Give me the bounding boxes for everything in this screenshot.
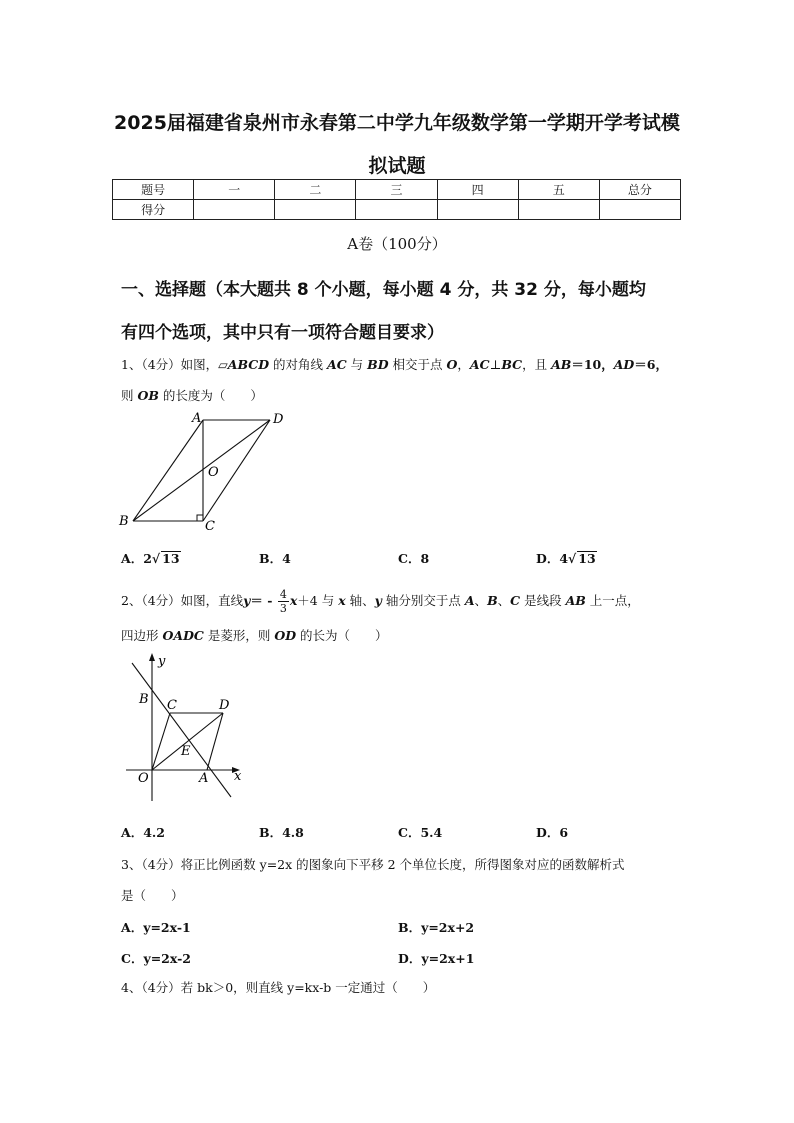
- score-table-score-row: [113, 200, 681, 220]
- score-cell: [275, 200, 356, 220]
- score-cell: [194, 200, 275, 220]
- question-2-text-continued: 四边形 OADC 是菱形，则 OD 的长为（ ）: [121, 628, 388, 643]
- rhombus-figure: [124, 651, 254, 803]
- right-angle-mark: [197, 515, 203, 521]
- diagonal-bd: [133, 420, 270, 521]
- question-3-text: 3、（4分）将正比例函数 y=2x 的图象向下平移 2 个单位长度，所得图象对应的函数解析式: [121, 857, 625, 872]
- label-c: C: [167, 698, 177, 713]
- score-header-cell: 二: [275, 180, 356, 200]
- label-y: y: [158, 654, 166, 669]
- question-3-text-continued: 是（ ）: [121, 888, 184, 903]
- score-cell: [356, 200, 437, 220]
- score-cell: [599, 200, 680, 220]
- q2-option-d[interactable]: D．6: [536, 825, 569, 840]
- q2-option-c[interactable]: C．5.4: [398, 825, 443, 840]
- label-x: x: [234, 769, 242, 784]
- q1-option-a[interactable]: A．2√ 13: [121, 551, 180, 566]
- label-b: B: [119, 514, 129, 529]
- score-header-cell: 三: [356, 180, 437, 200]
- score-cell: [437, 200, 518, 220]
- question-2-text: 2、（4分）如图，直线y＝ - $\frac{4}{3}$ x＋4 与 x 轴、y 轴分别交于点 A、B、C 是线段 AB 上一点，: [121, 588, 640, 615]
- score-table-header-row: [113, 180, 681, 200]
- sqrt-icon: √: [568, 551, 577, 566]
- label-o: O: [208, 465, 219, 480]
- label-c: C: [205, 519, 215, 534]
- question-4-text: 4、（4分）若 bk＞0，则直线 y=kx-b 一定通过（ ）: [121, 980, 436, 995]
- score-header-cell: 总分: [599, 180, 680, 200]
- q3-option-d[interactable]: D．y=2x+1: [398, 951, 475, 966]
- label-o: O: [138, 771, 149, 786]
- label-d: D: [219, 698, 230, 713]
- q1-option-d[interactable]: D．4√ 13: [536, 551, 596, 566]
- parallelogram-figure: [112, 408, 292, 534]
- question-1-text-continued: 则 OB 的长度为（ ）: [121, 388, 263, 403]
- q1-option-b[interactable]: B．4: [259, 551, 291, 566]
- segment-da: [207, 713, 223, 770]
- score-cell: [518, 200, 599, 220]
- fraction: $\frac{4}{3}$: [279, 588, 287, 615]
- q2-option-b[interactable]: B．4.8: [259, 825, 304, 840]
- score-header-cell: 五: [518, 180, 599, 200]
- score-header-cell: 题号: [113, 180, 194, 200]
- score-header-cell: 四: [437, 180, 518, 200]
- page-title-continued: 拟试题: [368, 155, 426, 177]
- score-header-cell: 一: [194, 180, 275, 200]
- segment-ab: [133, 420, 203, 521]
- page-title: 2025届福建省泉州市永春第二中学九年级数学第一学期开学考试模: [114, 112, 680, 134]
- q1-option-c[interactable]: C．8: [398, 551, 430, 566]
- label-d: D: [273, 412, 284, 427]
- y-axis-arrow: [149, 653, 155, 661]
- score-table: [112, 179, 681, 220]
- section-heading-continued: 有四个选项，其中只有一项符合题目要求）: [121, 323, 444, 343]
- sqrt-icon: √: [151, 551, 161, 566]
- q2-option-a[interactable]: A．4.2: [121, 825, 165, 840]
- q3-option-a[interactable]: A．y=2x-1: [121, 920, 191, 935]
- label-e: E: [181, 744, 191, 759]
- q3-option-c[interactable]: C．y=2x-2: [121, 951, 192, 966]
- diagonal-od: [152, 713, 223, 770]
- label-b: B: [139, 692, 149, 707]
- segment-oc: [152, 713, 170, 770]
- label-a: A: [199, 771, 209, 786]
- volume-heading: A卷（100分）: [347, 235, 447, 253]
- q3-option-b[interactable]: B．y=2x+2: [398, 920, 475, 935]
- label-a: A: [192, 411, 202, 426]
- section-heading: 一、选择题（本大题共 8 个小题，每小题 4 分，共 32 分，每小题均: [121, 280, 646, 300]
- score-row-label: 得分: [113, 200, 194, 220]
- question-1-text: 1、（4分）如图，▱ABCD 的对角线 AC 与 BD 相交于点 O，AC⊥BC，且 AB＝10，AD＝6，: [121, 357, 668, 372]
